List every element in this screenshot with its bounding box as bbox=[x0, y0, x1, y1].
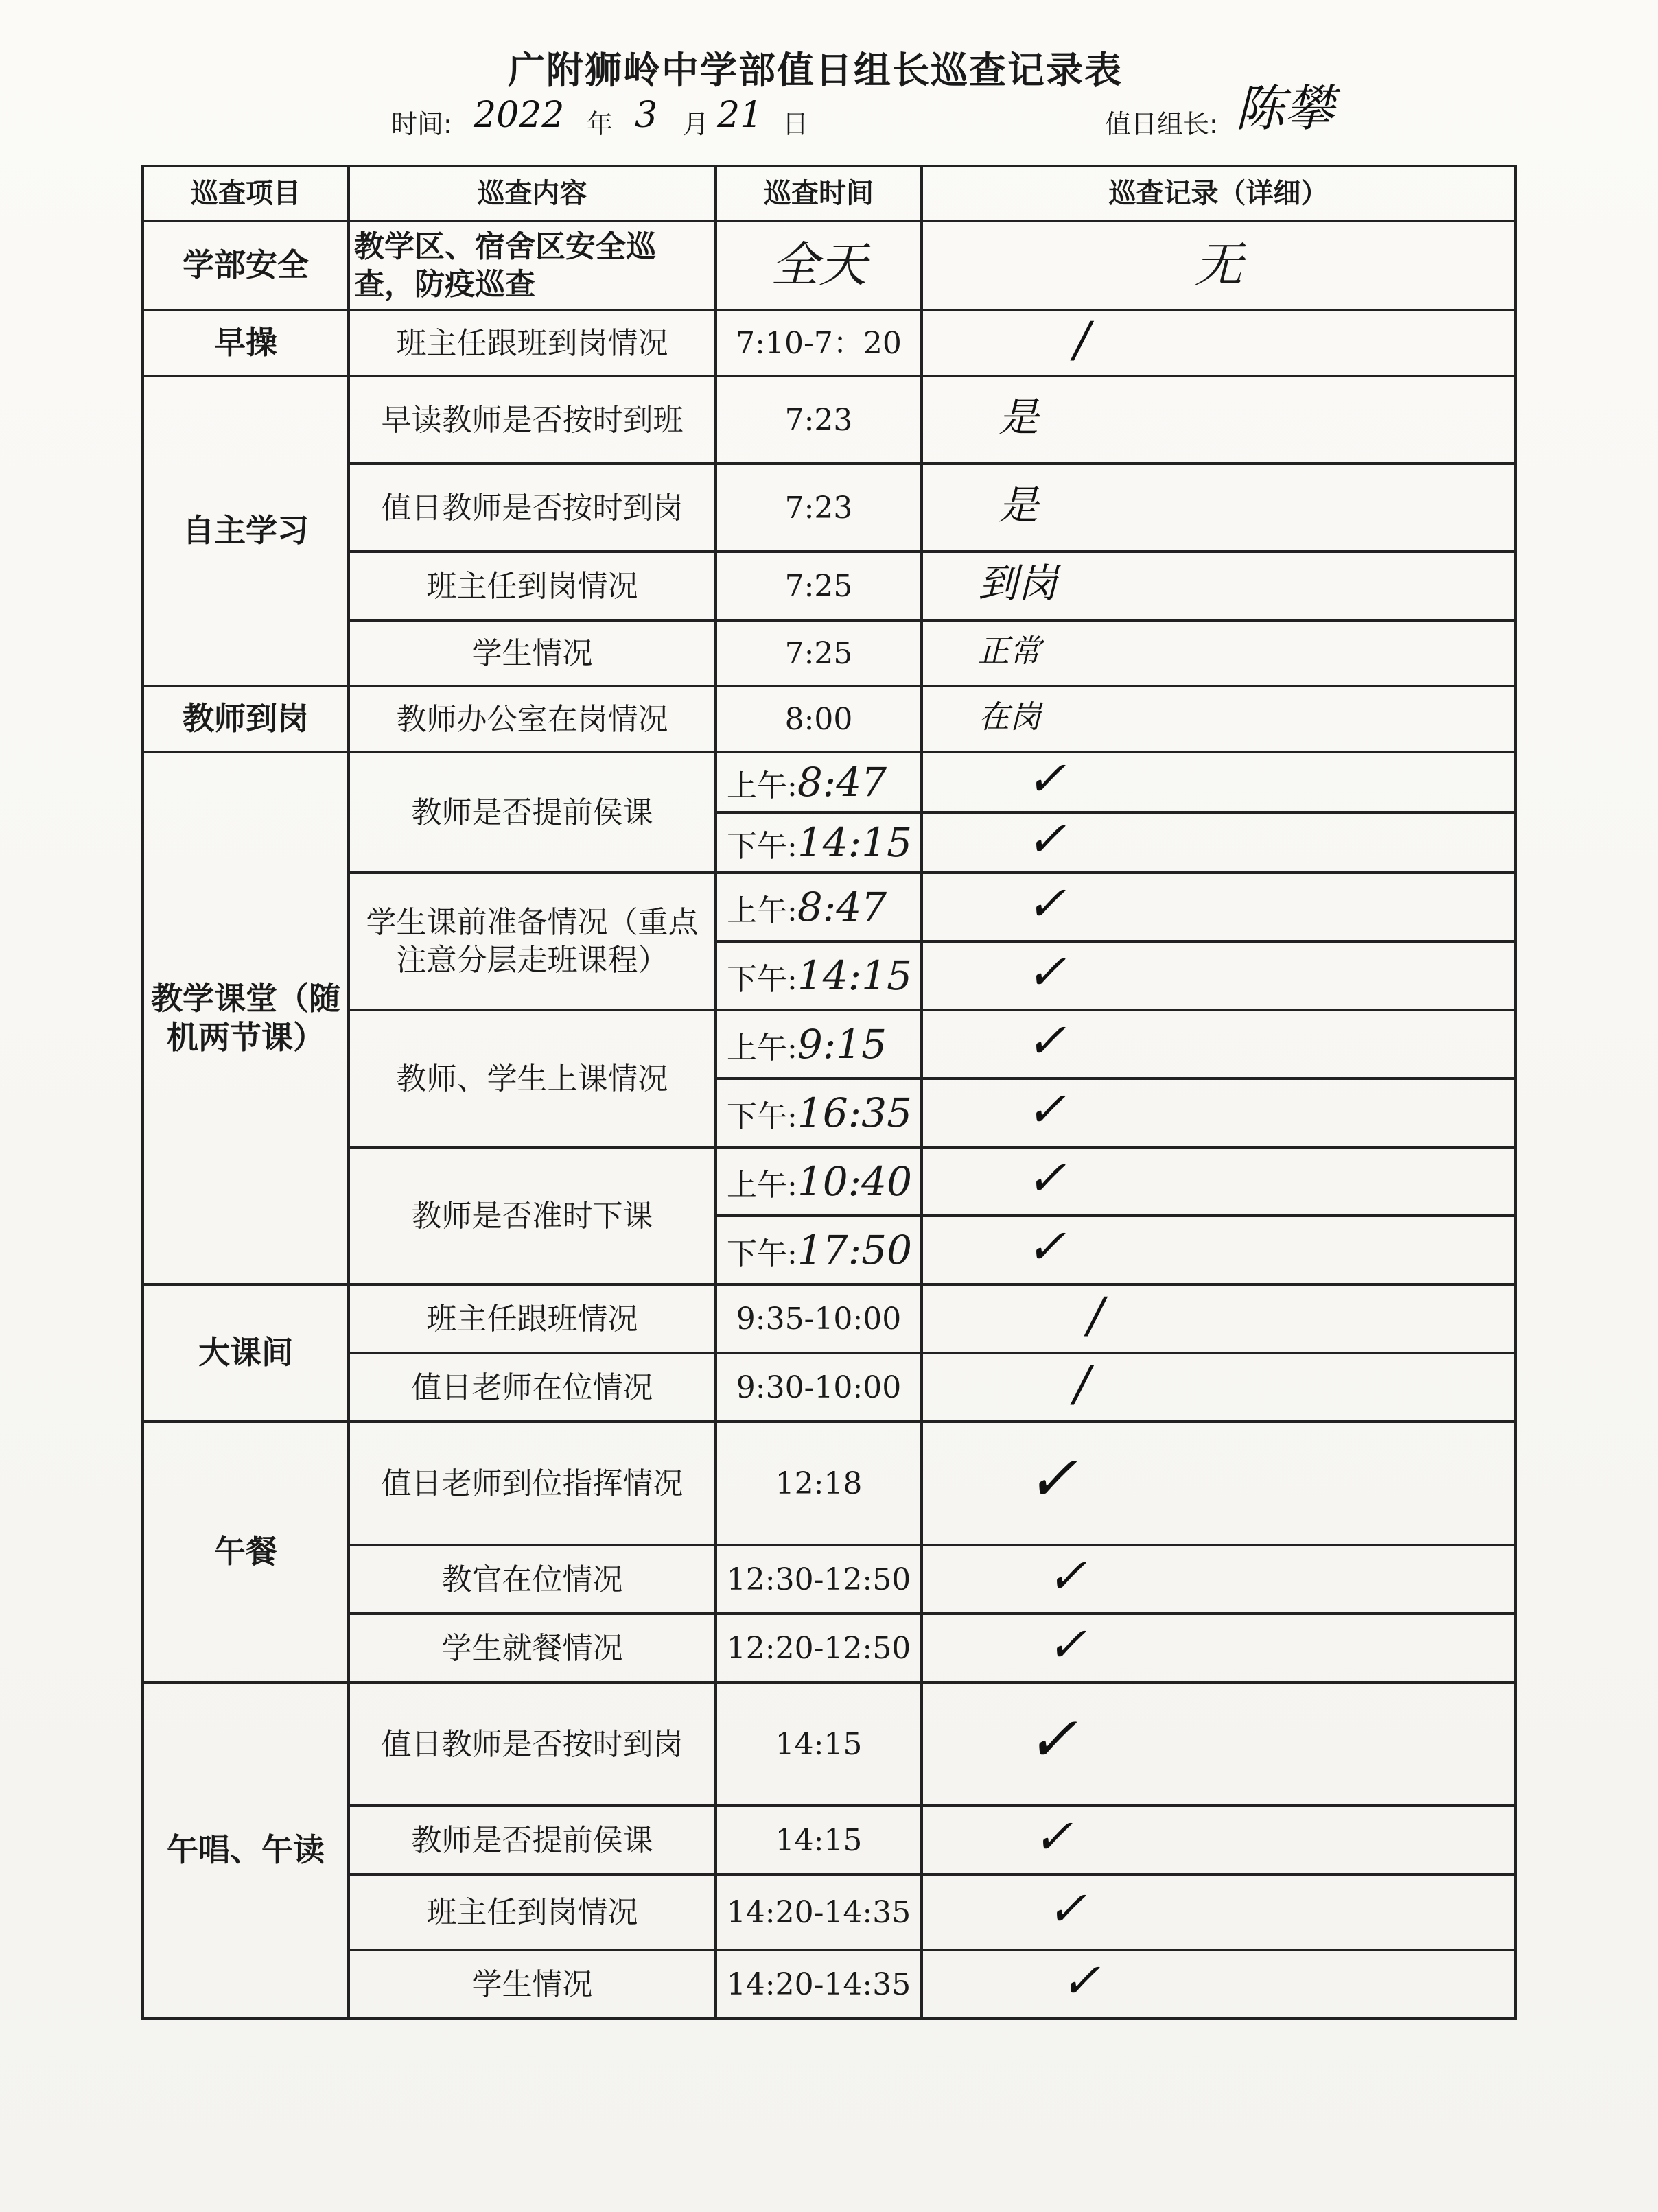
check-mark-icon: ✓ bbox=[1026, 1149, 1066, 1206]
table-row bbox=[143, 1950, 1515, 2019]
content-cell: 学生情况 bbox=[349, 620, 716, 686]
record-cell bbox=[922, 812, 1515, 873]
slash-mark: / bbox=[1074, 1355, 1090, 1412]
content-cell: 班主任跟班情况 bbox=[349, 1284, 716, 1353]
record-cell bbox=[922, 1353, 1515, 1422]
am-time: 9:15 bbox=[797, 1020, 887, 1068]
time-cell: 14:15 bbox=[716, 1682, 922, 1806]
category-cell: 教师到岗 bbox=[143, 686, 349, 752]
leader-signature: 陈攀 bbox=[1235, 80, 1335, 137]
year-label: 年 bbox=[587, 109, 614, 139]
time-cell: 7:25 bbox=[716, 552, 922, 620]
category-cell: 早操 bbox=[143, 310, 349, 376]
content-cell: 学生情况 bbox=[349, 1950, 716, 2019]
time-cell: 7:25 bbox=[716, 620, 922, 686]
am-label: 上午: bbox=[727, 1030, 797, 1066]
content-cell: 早读教师是否按时到班 bbox=[349, 376, 716, 464]
record-cell bbox=[922, 376, 1515, 464]
check-mark-icon: ✓ bbox=[1026, 1218, 1066, 1275]
pm-label: 下午: bbox=[727, 1236, 797, 1271]
check-mark-icon: ✓ bbox=[1026, 1704, 1078, 1776]
content-cell: 班主任到岗情况 bbox=[349, 552, 716, 620]
record-cell bbox=[922, 1682, 1515, 1806]
record-cell bbox=[922, 752, 1515, 812]
content-cell: 学生课前准备情况（重点注意分层走班课程） bbox=[349, 873, 716, 1010]
time-cell: 14:15 bbox=[716, 1806, 922, 1874]
check-mark-icon: ✓ bbox=[1026, 875, 1066, 932]
leader-label: 值日组长: bbox=[1105, 109, 1218, 139]
slash-mark: / bbox=[1074, 311, 1090, 368]
check-mark-icon: ✓ bbox=[1026, 1443, 1078, 1516]
record-cell bbox=[922, 1874, 1515, 1950]
check-mark-icon: ✓ bbox=[1026, 750, 1066, 807]
content-cell: 值日教师是否按时到岗 bbox=[349, 464, 716, 552]
content-cell: 值日老师到位指挥情况 bbox=[349, 1422, 716, 1545]
check-mark-icon: ✓ bbox=[1026, 810, 1066, 867]
table-row bbox=[143, 552, 1515, 620]
time-cell bbox=[716, 1079, 922, 1147]
table-row bbox=[143, 221, 1515, 310]
record-cell bbox=[922, 873, 1515, 941]
time-cell: 14:20-14:35 bbox=[716, 1950, 922, 2019]
record-cell bbox=[922, 941, 1515, 1010]
content-cell: 教官在位情况 bbox=[349, 1545, 716, 1614]
time-cell: 8:00 bbox=[716, 686, 922, 752]
content-cell: 学生就餐情况 bbox=[349, 1614, 716, 1682]
content-cell: 教师办公室在岗情况 bbox=[349, 686, 716, 752]
record-cell bbox=[922, 1950, 1515, 2019]
patrol-record-table bbox=[141, 165, 1517, 2020]
pm-time: 14:15 bbox=[797, 819, 912, 866]
time-cell: 9:30-10:00 bbox=[716, 1353, 922, 1422]
time-cell bbox=[716, 812, 922, 873]
table-row bbox=[143, 620, 1515, 686]
record-cell bbox=[922, 686, 1515, 752]
table-row bbox=[143, 1874, 1515, 1950]
am-time: 8:47 bbox=[797, 758, 887, 805]
check-mark-icon: ✓ bbox=[1033, 1808, 1073, 1865]
content-cell: 教学区、宿舍区安全巡查，防疫巡查 bbox=[349, 221, 716, 310]
table-row bbox=[143, 464, 1515, 552]
pm-label: 下午: bbox=[727, 961, 797, 997]
record-cell bbox=[922, 1806, 1515, 1874]
am-label: 上午: bbox=[727, 893, 797, 928]
am-time: 8:47 bbox=[797, 883, 887, 930]
table-row bbox=[143, 1806, 1515, 1874]
date-label: 时间: bbox=[391, 109, 452, 139]
table-row bbox=[143, 376, 1515, 464]
time-cell: 全天 bbox=[716, 221, 922, 310]
date-day: 21 bbox=[717, 95, 763, 136]
time-cell: 12:18 bbox=[716, 1422, 922, 1545]
pm-time: 14:15 bbox=[797, 952, 912, 999]
column-header: 巡查项目 bbox=[143, 166, 349, 221]
handwritten-record: 到岗 bbox=[978, 560, 1058, 607]
record-cell bbox=[922, 1216, 1515, 1284]
time-cell: 12:20-12:50 bbox=[716, 1614, 922, 1682]
table-row bbox=[143, 1284, 1515, 1353]
check-mark-icon: ✓ bbox=[1047, 1547, 1087, 1604]
check-mark-icon: ✓ bbox=[1060, 1952, 1101, 2009]
table-row bbox=[143, 752, 1515, 812]
content-cell: 教师是否提前侯课 bbox=[349, 752, 716, 873]
table-row bbox=[143, 1353, 1515, 1422]
handwritten-record: 在岗 bbox=[978, 698, 1041, 736]
month-label: 月 bbox=[683, 109, 710, 139]
time-cell bbox=[716, 1216, 922, 1284]
time-cell bbox=[716, 873, 922, 941]
table-row bbox=[143, 686, 1515, 752]
record-cell bbox=[922, 1545, 1515, 1614]
table-row bbox=[143, 310, 1515, 376]
check-mark-icon: ✓ bbox=[1026, 943, 1066, 1000]
date-month: 3 bbox=[635, 95, 658, 136]
category-cell: 大课间 bbox=[143, 1284, 349, 1422]
check-mark-icon: ✓ bbox=[1026, 1081, 1066, 1138]
pm-time: 17:50 bbox=[797, 1226, 912, 1273]
column-header: 巡查记录（详细） bbox=[922, 166, 1515, 221]
time-cell: 7:10-7：20 bbox=[716, 310, 922, 376]
table-row bbox=[143, 1682, 1515, 1806]
table-row bbox=[143, 1010, 1515, 1079]
table-row bbox=[143, 1422, 1515, 1545]
record-cell bbox=[922, 1079, 1515, 1147]
record-cell bbox=[922, 552, 1515, 620]
table-row bbox=[143, 1147, 1515, 1216]
pm-label: 下午: bbox=[727, 828, 797, 864]
content-cell: 教师、学生上课情况 bbox=[349, 1010, 716, 1147]
record-cell bbox=[922, 310, 1515, 376]
time-cell: 7:23 bbox=[716, 376, 922, 464]
form-title: 广附狮岭中学部值日组长巡查记录表 bbox=[508, 49, 1123, 92]
content-cell: 值日老师在位情况 bbox=[349, 1353, 716, 1422]
handwritten-record: 正常 bbox=[978, 632, 1041, 670]
column-header: 巡查时间 bbox=[716, 166, 922, 221]
check-mark-icon: ✓ bbox=[1047, 1880, 1087, 1937]
content-cell: 班主任跟班到岗情况 bbox=[349, 310, 716, 376]
category-cell: 午唱、午读 bbox=[143, 1682, 349, 2019]
record-cell bbox=[922, 464, 1515, 552]
record-cell bbox=[922, 620, 1515, 686]
pm-label: 下午: bbox=[727, 1098, 797, 1134]
handwritten-record: 是 bbox=[999, 482, 1039, 529]
date-year: 2022 bbox=[474, 95, 565, 136]
category-cell: 自主学习 bbox=[143, 376, 349, 686]
table-header-row bbox=[143, 166, 1515, 221]
time-cell bbox=[716, 941, 922, 1010]
handwritten-record: 是 bbox=[999, 394, 1039, 441]
time-cell: 9:35-10:00 bbox=[716, 1284, 922, 1353]
category-cell: 午餐 bbox=[143, 1422, 349, 1682]
time-cell: 12:30-12:50 bbox=[716, 1545, 922, 1614]
content-cell: 值日教师是否按时到岗 bbox=[349, 1682, 716, 1806]
category-cell: 教学课堂（随机两节课） bbox=[143, 752, 349, 1284]
am-time: 10:40 bbox=[797, 1157, 912, 1205]
pm-time: 16:35 bbox=[797, 1089, 912, 1136]
check-mark-icon: ✓ bbox=[1026, 1012, 1066, 1069]
record-cell: 无 bbox=[922, 221, 1515, 310]
table-row bbox=[143, 1614, 1515, 1682]
record-cell bbox=[922, 1147, 1515, 1216]
time-cell bbox=[716, 1147, 922, 1216]
content-cell: 班主任到岗情况 bbox=[349, 1874, 716, 1950]
slash-mark: / bbox=[1088, 1286, 1104, 1343]
table-row bbox=[143, 1545, 1515, 1614]
record-cell bbox=[922, 1284, 1515, 1353]
record-cell bbox=[922, 1010, 1515, 1079]
content-cell: 教师是否提前侯课 bbox=[349, 1806, 716, 1874]
time-cell bbox=[716, 1010, 922, 1079]
am-label: 上午: bbox=[727, 1167, 797, 1203]
time-cell bbox=[716, 752, 922, 812]
record-cell bbox=[922, 1614, 1515, 1682]
day-label: 日 bbox=[782, 109, 809, 139]
time-cell: 7:23 bbox=[716, 464, 922, 552]
record-cell bbox=[922, 1422, 1515, 1545]
column-header: 巡查内容 bbox=[349, 166, 716, 221]
table-row bbox=[143, 873, 1515, 941]
time-cell: 14:20-14:35 bbox=[716, 1874, 922, 1950]
category-cell: 学部安全 bbox=[143, 221, 349, 310]
am-label: 上午: bbox=[727, 768, 797, 803]
check-mark-icon: ✓ bbox=[1047, 1616, 1087, 1673]
content-cell: 教师是否准时下课 bbox=[349, 1147, 716, 1284]
